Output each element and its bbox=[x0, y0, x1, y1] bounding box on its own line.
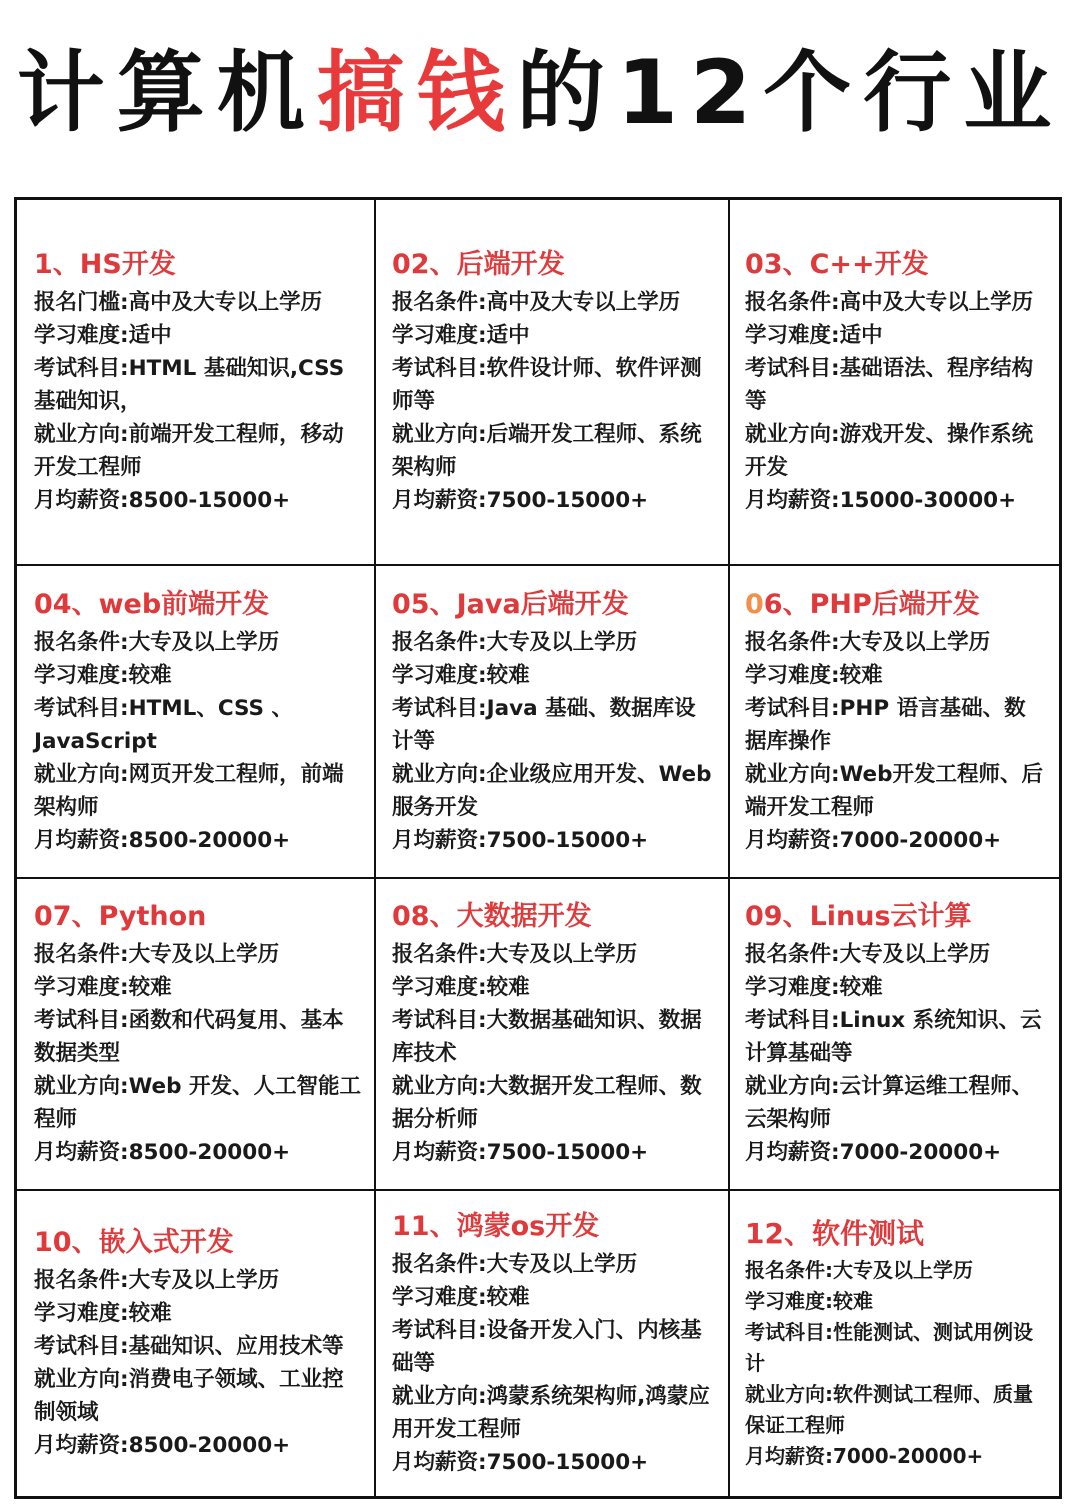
card-line-salary: 月均薪资:8500-20000+ bbox=[34, 1140, 291, 1165]
card-line-difficulty: 学习难度:较难 bbox=[745, 1288, 873, 1313]
card-line-exam: 考试科目:Java 基础、数据库设计等 bbox=[392, 695, 696, 754]
card-line-salary: 月均薪资:7000-20000+ bbox=[745, 827, 1002, 853]
title-highlight: 搞钱 bbox=[316, 41, 517, 144]
page-title bbox=[0, 28, 1080, 158]
card-line-requirement: 报名条件:大专及以上学历 bbox=[745, 629, 991, 655]
card-line-exam: 考试科目:设备开发入门、内核基础等 bbox=[392, 1317, 702, 1376]
card-title: 10、嵌入式开发 bbox=[34, 1227, 234, 1258]
card-line-difficulty: 学习难度:适中 bbox=[745, 323, 883, 348]
card-line-difficulty: 学习难度:较难 bbox=[745, 975, 883, 1000]
card-line-salary: 月均薪资:7500-15000+ bbox=[392, 1449, 649, 1475]
card-line-exam: 考试科目:软件设计师、软件评测师等 bbox=[392, 356, 702, 414]
card-big-data bbox=[376, 879, 730, 1191]
card-line-career: 就业方向:前端开发工程师，移动开发工程师 bbox=[34, 422, 344, 480]
card-title: 12、软件测试 bbox=[745, 1216, 924, 1250]
card-line-requirement: 报名条件:大专及以上学历 bbox=[392, 1251, 638, 1277]
card-line-requirement: 报名条件:大专及以上学历 bbox=[745, 1257, 973, 1282]
card-line-career: 就业方向:网页开发工程师，前端架构师 bbox=[34, 761, 344, 820]
card-title: 05、Java后端开发 bbox=[392, 588, 629, 620]
card-line-salary: 月均薪资:7500-15000+ bbox=[392, 1140, 649, 1165]
card-line-exam: 考试科目:基础语法、程序结构等 bbox=[745, 356, 1034, 414]
card-line-requirement: 报名条件:大专及以上学历 bbox=[392, 629, 638, 655]
card-line-career: 就业方向:Web开发工程师、后端开发工程师 bbox=[745, 761, 1044, 820]
card-line-difficulty: 学习难度:适中 bbox=[392, 323, 530, 348]
card-line-career: 就业方向:企业级应用开发、Web 服务开发 bbox=[392, 761, 712, 820]
card-title: 03、C++开发 bbox=[745, 249, 929, 280]
card-php-backend bbox=[730, 566, 1059, 879]
card-backend-dev bbox=[376, 200, 730, 566]
card-line-salary: 月均薪资:8500-15000+ bbox=[34, 488, 291, 513]
card-line-career: 就业方向:软件测试工程师、质量保证工程师 bbox=[745, 1381, 1033, 1437]
card-line-career: 就业方向:游戏开发、操作系统开发 bbox=[745, 422, 1034, 480]
card-line-salary: 月均薪资:7500-15000+ bbox=[392, 488, 649, 513]
card-line-exam: 考试科目:HTML 基础知识,CSS 基础知识， bbox=[34, 356, 345, 414]
card-line-exam: 考试科目:PHP 语言基础、数据库操作 bbox=[745, 695, 1026, 754]
card-line-difficulty: 学习难度:较难 bbox=[34, 975, 172, 1000]
card-web-frontend bbox=[17, 566, 376, 879]
card-line-difficulty: 学习难度:适中 bbox=[34, 323, 172, 348]
card-line-career: 就业方向:Web 开发、人工智能工程师 bbox=[34, 1074, 362, 1132]
title-part1: 计算机 bbox=[16, 41, 317, 144]
card-cpp-dev bbox=[730, 200, 1059, 566]
card-line-requirement: 报名条件:大专及以上学历 bbox=[34, 629, 280, 655]
card-software-testing bbox=[730, 1191, 1059, 1496]
card-embedded bbox=[17, 1191, 376, 1496]
card-title-rest: 6、PHP后端开发 bbox=[763, 588, 980, 620]
card-line-difficulty: 学习难度:较难 bbox=[34, 662, 172, 688]
card-line-difficulty: 学习难度:较难 bbox=[745, 662, 883, 688]
card-line-exam: 考试科目:基础知识、应用技术等 bbox=[34, 1334, 344, 1359]
career-grid bbox=[14, 197, 1062, 1499]
title-part2: 的12个行业 bbox=[516, 41, 1064, 144]
card-line-difficulty: 学习难度:较难 bbox=[34, 1301, 172, 1326]
card-line-salary: 月均薪资:7000-20000+ bbox=[745, 1140, 1002, 1165]
card-line-requirement: 报名条件:大专及以上学历 bbox=[34, 942, 280, 967]
card-line-requirement: 报名条件:高中及大专以上学历 bbox=[745, 290, 1034, 315]
card-line-salary: 月均薪资:7000-20000+ bbox=[745, 1443, 984, 1468]
card-python bbox=[17, 879, 376, 1191]
card-title: 08、大数据开发 bbox=[392, 901, 592, 932]
card-line-career: 就业方向:云计算运维工程师、云架构师 bbox=[745, 1074, 1034, 1132]
card-line-salary: 月均薪资:7500-15000+ bbox=[392, 827, 649, 853]
card-line-exam: 考试科目:性能测试、测试用例设计 bbox=[745, 1319, 1033, 1375]
card-harmony-os bbox=[376, 1191, 730, 1496]
card-title bbox=[745, 587, 1047, 623]
card-line-salary: 月均薪资:8500-20000+ bbox=[34, 1433, 291, 1458]
card-line-career: 就业方向:消费电子领域、工业控制领域 bbox=[34, 1367, 344, 1425]
card-line-difficulty: 学习难度:较难 bbox=[392, 975, 530, 1000]
card-hs-dev bbox=[17, 200, 376, 566]
card-title: 02、后端开发 bbox=[392, 249, 565, 280]
card-linux-cloud bbox=[730, 879, 1059, 1191]
card-line-difficulty: 学习难度:较难 bbox=[392, 1284, 530, 1310]
card-line-requirement: 报名门槛:高中及大专以上学历 bbox=[34, 290, 323, 315]
card-line-career: 就业方向:大数据开发工程师、数据分析师 bbox=[392, 1074, 702, 1132]
card-line-salary: 月均薪资:15000-30000+ bbox=[745, 488, 1017, 513]
card-title: 1、HS开发 bbox=[34, 249, 176, 280]
card-title: 07、Python bbox=[34, 901, 207, 932]
card-line-requirement: 报名条件:大专及以上学历 bbox=[745, 942, 991, 967]
card-line-exam: 考试科目:Linux 系统知识、云计算基础等 bbox=[745, 1008, 1042, 1066]
card-java-backend bbox=[376, 566, 730, 879]
card-title: 04、web前端开发 bbox=[34, 588, 270, 620]
card-line-requirement: 报名条件:大专及以上学历 bbox=[392, 942, 638, 967]
card-line-career: 就业方向:鸿蒙系统架构师,鸿蒙应用开发工程师 bbox=[392, 1383, 710, 1442]
card-line-career: 就业方向:后端开发工程师、系统架构师 bbox=[392, 422, 702, 480]
card-title-prefix: 0 bbox=[745, 588, 764, 620]
card-line-salary: 月均薪资:8500-20000+ bbox=[34, 827, 291, 853]
card-title: 09、Linus云计算 bbox=[745, 901, 972, 932]
card-line-exam: 考试科目:HTML、CSS 、JavaScript bbox=[34, 695, 294, 754]
card-line-requirement: 报名条件:高中及大专以上学历 bbox=[392, 290, 681, 315]
card-line-difficulty: 学习难度:较难 bbox=[392, 662, 530, 688]
card-line-requirement: 报名条件:大专及以上学历 bbox=[34, 1268, 280, 1293]
card-line-exam: 考试科目:函数和代码复用、基本数据类型 bbox=[34, 1008, 344, 1066]
card-line-exam: 考试科目:大数据基础知识、数据库技术 bbox=[392, 1008, 702, 1066]
card-title: 11、鸿蒙os开发 bbox=[392, 1210, 600, 1242]
